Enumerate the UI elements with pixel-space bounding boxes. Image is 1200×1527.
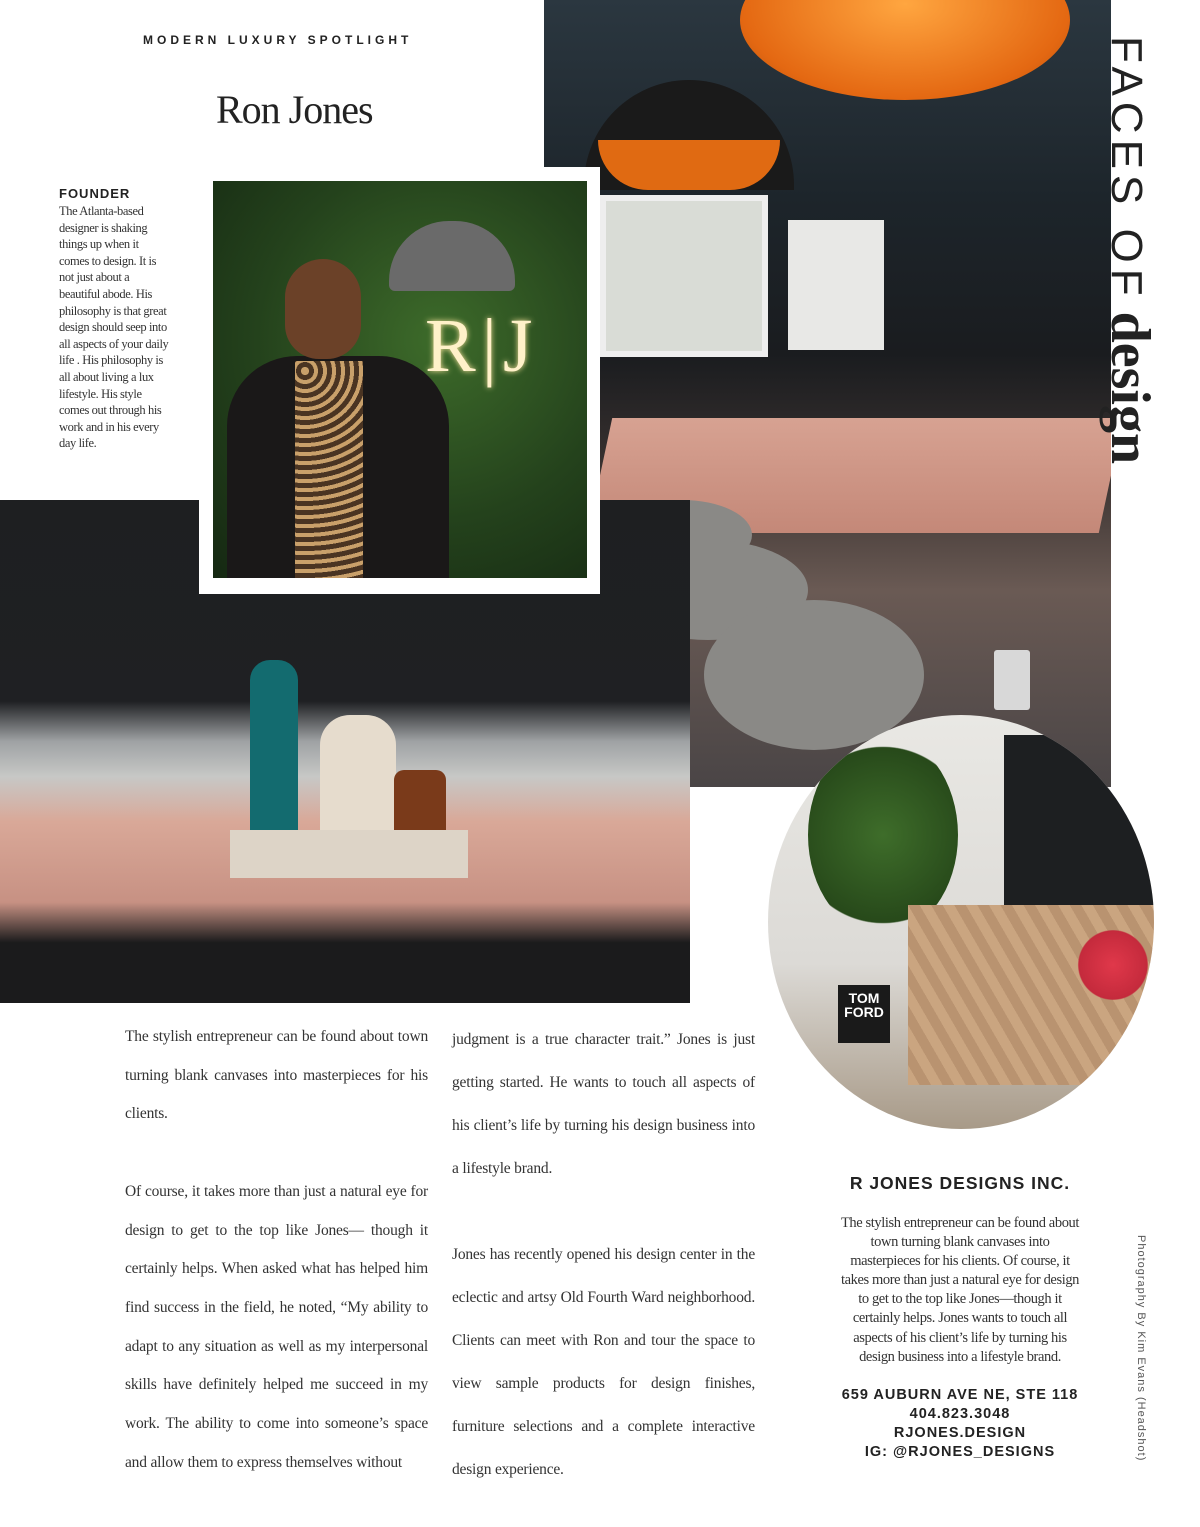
founder-label: FOUNDER: [59, 186, 131, 201]
pendant-lamp: [389, 221, 515, 291]
neon-sign: R|J: [425, 304, 539, 388]
television: [1004, 735, 1154, 905]
body-paragraph: judgment is a true character trait.” Jones is just getting started. He wants to touch all aspects of his client’s life by turning his design business into a lifestyle brand.: [452, 1031, 755, 1177]
section-kicker: MODERN LUXURY SPOTLIGHT: [143, 33, 413, 47]
photo-credit-text: Photography By Kim Evans (Headshot): [1135, 1235, 1147, 1462]
kitchen-cabinet: [788, 220, 884, 350]
faces-of-design-heading: [1099, 36, 1162, 496]
body-paragraph: Of course, it takes more than just a natural eye for design to get to the top like Jones— though it certainly helps. When asked what has helped him find success in the field, he noted, “My ability to adapt to any situation as well as my interpersonal skills have definitely helped me succeed in my work. The ability to come into someone’s space and allow them to express themselves without: [125, 1182, 428, 1471]
page-title: Ron Jones: [216, 87, 373, 132]
business-address: 659 AUBURN AVE NE, STE 118: [841, 1386, 1079, 1403]
business-description: The stylish entrepreneur can be found about town turning blank canvases into masterpieces for his clients. Of course, it takes more than just a natural eye for design to get to the top like Jones—though it certainly helps. Jones wants to touch all aspects of his client’s life by turning his design business into a lifestyle brand.: [840, 1215, 1080, 1365]
kitchen-window: [600, 195, 768, 357]
person-head: [285, 259, 361, 359]
orange-pendant-lamp: [740, 0, 1070, 100]
person-shirt: [295, 361, 363, 578]
business-name: R JONES DESIGNS INC.: [849, 1173, 1071, 1193]
heading-design: design: [1099, 311, 1161, 465]
body-column-1: [125, 1018, 428, 1482]
business-info: [835, 1173, 1085, 1463]
ceramic-vase: [320, 715, 396, 845]
body-paragraph: The stylish entrepreneur can be found about town turning blank canvases into masterpieces for his clients.: [125, 1028, 428, 1123]
teal-bottle: [250, 660, 298, 840]
photo-credit: [1133, 1235, 1153, 1475]
pendant-lamp-interior: [598, 140, 780, 190]
serving-tray: [230, 830, 468, 878]
heading-faces-of: FACES OF: [1102, 36, 1151, 302]
founder-text: The Atlanta-based designer is shaking things up when it comes to design. It is not just about a beautiful abode. His philosophy is that great design should seep into all aspects of your daily life . His philosophy is all about living a lux lifestyle. His style comes out through his work and in his every day life.: [59, 204, 169, 451]
body-column-2: [452, 1018, 755, 1491]
wall-outlet: [994, 650, 1030, 710]
flower: [1068, 930, 1154, 1000]
founder-sidebar: [59, 186, 171, 452]
business-website[interactable]: RJONES.DESIGN: [893, 1425, 1027, 1442]
bar-stool: [704, 600, 924, 750]
business-instagram[interactable]: IG: @RJONES_DESIGNS: [864, 1444, 1056, 1461]
body-paragraph: Jones has recently opened his design center in the eclectic and artsy Old Fourth Ward neighborhood. Clients can meet with Ron and tour the space to view sample products for design finishes, furniture selections and a complete interactive design experience.: [452, 1246, 755, 1478]
tom-ford-book: TOM FORD: [838, 985, 890, 1043]
living-room-photo: [768, 715, 1154, 1129]
business-phone[interactable]: 404.823.3048: [909, 1405, 1011, 1422]
headshot-photo: [213, 181, 587, 578]
